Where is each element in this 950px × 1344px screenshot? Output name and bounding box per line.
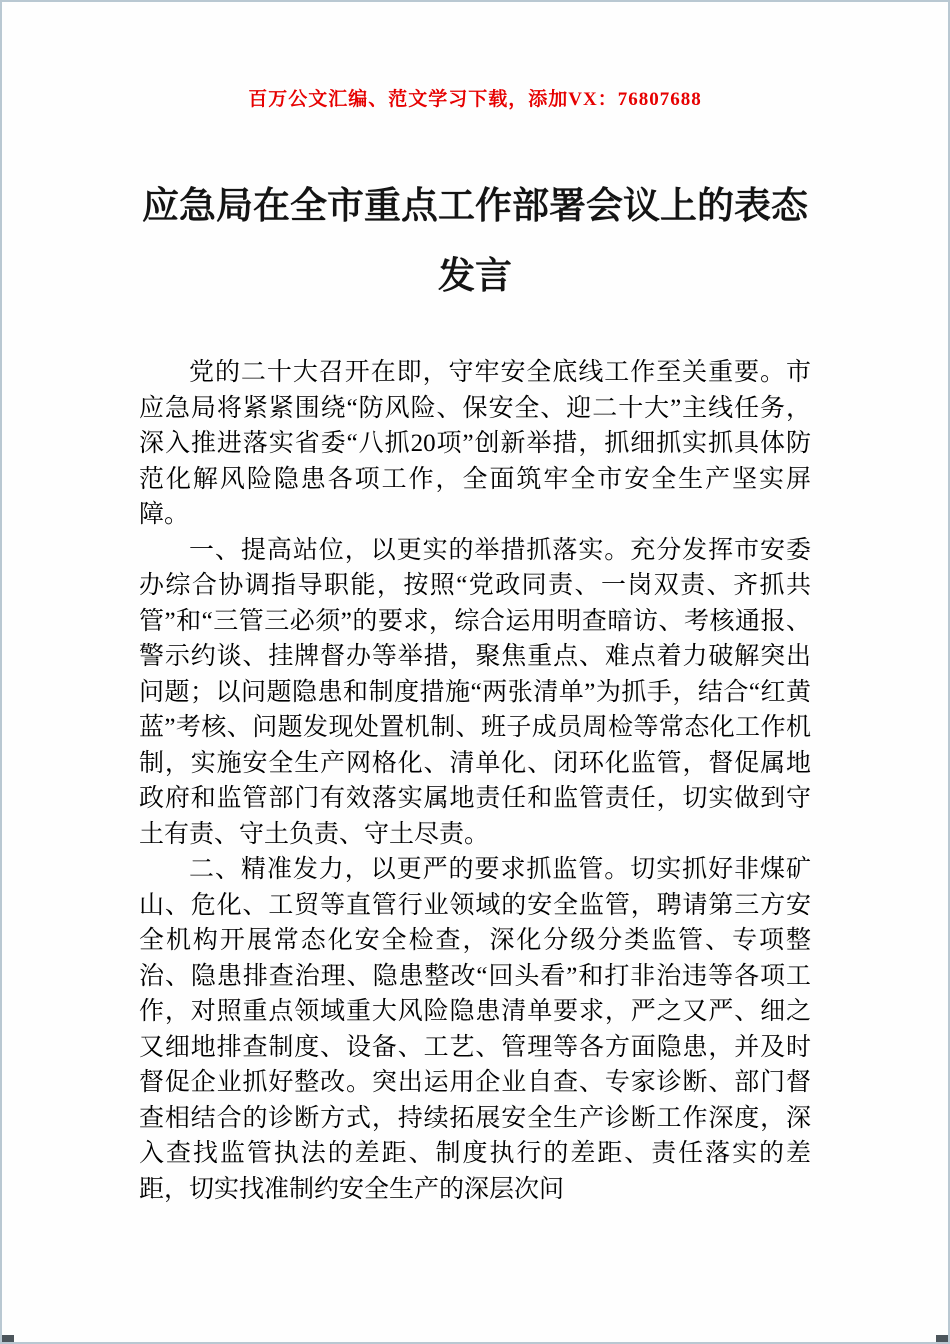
paragraph: 党的二十大召开在即，守牢安全底线工作至关重要。市应急局将紧紧围绕“防风险、保安全、迎二十大”主线任务，深入推进落实省委“八抓20项”创新举措，抓细抓实抓具体防范化解风险隐患各项工作，全面筑牢全市安全生产坚实屏障。 — [139, 359, 811, 528]
header-notice: 百万公文汇编、范文学习下载，添加VX：76807688 — [248, 89, 702, 110]
document-body — [139, 355, 811, 1207]
paragraph: 一、提高站位，以更实的举措抓落实。充分发挥市安委办综合协调指导职能，按照“党政同责、一岗双责、齐抓共管”和“三管三必须”的要求，综合运用明查暗访、考核通报、警示约谈、挂牌督办等举措，聚焦重点、难点着力破解突出问题；以问题隐患和制度措施“两张清单”为抓手，结合“红黄蓝”考核、问题发现处置机制、班子成员周检等常态化工作机制，实施安全生产网格化、清单化、闭环化监管，督促属地政府和监管部门有效落实属地责任和监管责任，切实做到守土有责、守土负责、守土尽责。 — [139, 536, 811, 848]
page-corner-mark-left — [2, 1335, 14, 1342]
document-title: 应急局在全市重点工作部署会议上的表态发言 — [142, 185, 808, 296]
paragraph: 二、精准发力，以更严的要求抓监管。切实抓好非煤矿山、危化、工贸等直管行业领域的安全监管，聘请第三方安全机构开展常态化安全检查，深化分级分类监管、专项整治、隐患排查治理、隐患整改“回头看”和打非治违等各项工作，对照重点领域重大风险隐患清单要求，严之又严、细之又细地排查制度、设备、工艺、管理等各方面隐患，并及时督促企业抓好整改。突出运用企业自查、专家诊断、部门督查相结合的诊断方式，持续拓展安全生产诊断工作深度，深入查找监管执法的差距、制度执行的差距、责任落实的差距，切实找准制约安全生产的深层次问 — [139, 856, 811, 1203]
page-corner-mark-right — [936, 1335, 948, 1342]
